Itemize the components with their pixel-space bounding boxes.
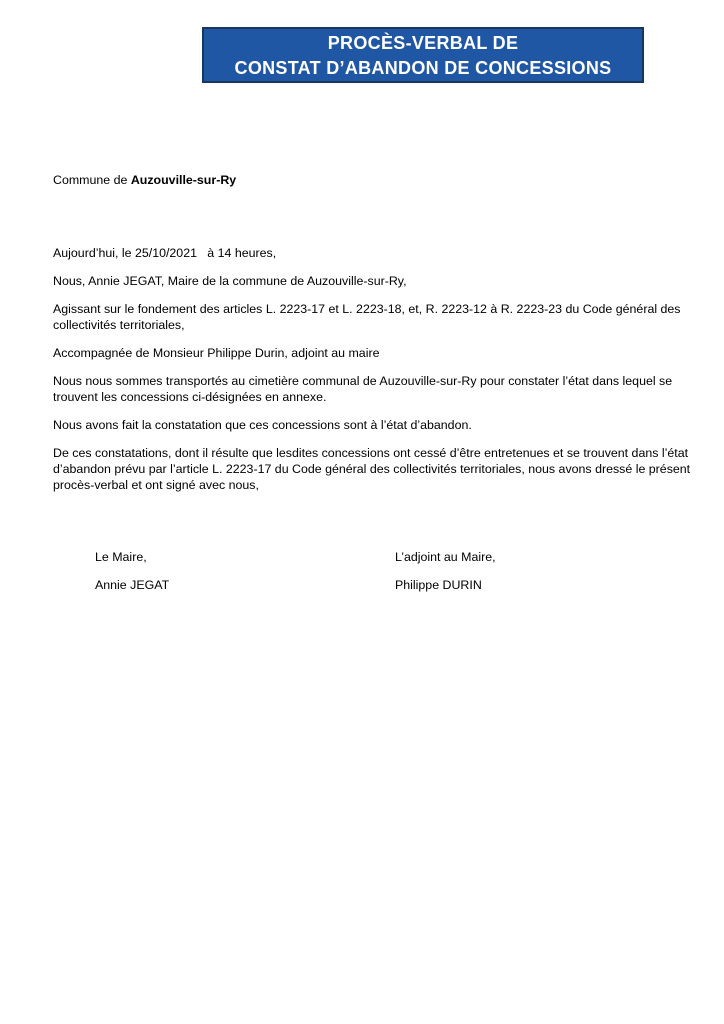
commune-name: Auzouville-sur-Ry: [130, 173, 237, 187]
signature-left-name: Annie JEGAT: [95, 578, 170, 592]
signature-right-role: L’adjoint au Maire,: [395, 550, 496, 564]
paragraph-date: Aujourd’hui, le 25/10/2021 à 14 heures,: [53, 246, 277, 260]
paragraph-legal-basis: Agissant sur le fondement des articles L. 2223-17 et L. 2223-18, et, R. 2223-12 à R. 2223-23 du Code général des collectivités territoriales,: [53, 302, 684, 332]
commune-label: Commune de: [53, 173, 131, 187]
paragraph-finding: Nous avons fait la constatation que ces concessions sont à l’état d’abandon.: [53, 418, 472, 432]
signature-right-name: Philippe DURIN: [395, 578, 482, 592]
paragraph-conclusion: De ces constatations, dont il résulte que lesdites concessions ont cessé d’être entretenues et se trouvent dans l’état d’abandon prévu par l’article L. 2223-17 du Code général des collectivités territoriales, nous avons dressé le présent procès-verbal et ont signé avec nous,: [53, 446, 694, 492]
title-banner: [202, 27, 644, 83]
paragraph-accompanied-by: Accompagnée de Monsieur Philippe Durin, adjoint au maire: [53, 346, 380, 360]
body-paragraphs: [53, 245, 693, 505]
title-line-2: CONSTAT D’ABANDON DE CONCESSIONS: [234, 58, 612, 78]
signature-left-role: Le Maire,: [95, 550, 147, 564]
paragraph-cemetery-visit: Nous nous sommes transportés au cimetière communal de Auzouville-sur-Ry pour constater l’état dans lequel se trouvent les concessions ci-désignées en annexe.: [53, 374, 676, 404]
signature-left: [95, 549, 169, 605]
signature-right: [395, 549, 496, 605]
paragraph-mayor-identity: Nous, Annie JEGAT, Maire de la commune de Auzouville-sur-Ry,: [53, 274, 407, 288]
commune-line: [53, 172, 236, 188]
title-line-1: PROCÈS-VERBAL DE: [327, 33, 519, 53]
